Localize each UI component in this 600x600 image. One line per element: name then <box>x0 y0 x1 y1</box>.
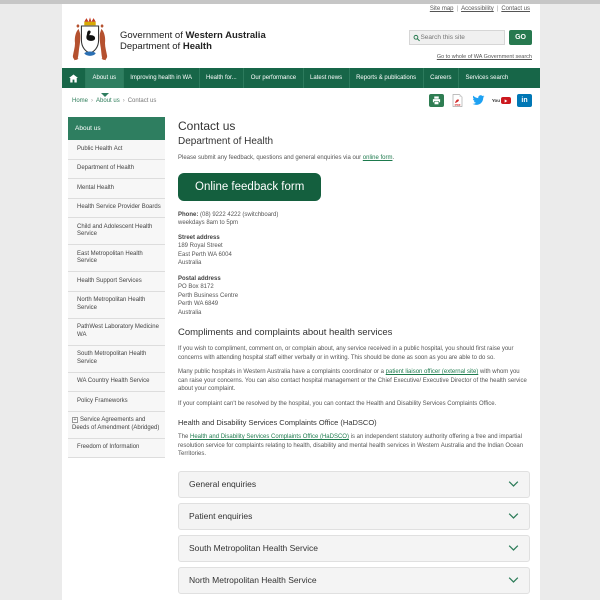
phone-label: Phone: <box>178 211 199 218</box>
search-area <box>407 30 532 63</box>
breadcrumb-about-us[interactable]: About us <box>96 97 120 104</box>
sidebar-item-east-metropolitan-health[interactable]: East Metropolitan Health Service <box>68 245 165 272</box>
accordion-label: South Metropolitan Health Service <box>189 543 318 553</box>
sidebar-list <box>68 140 165 458</box>
sidebar-item-health-support-services[interactable]: Health Support Services <box>68 272 165 292</box>
nav-tab-health-for[interactable]: Health for... <box>200 68 245 88</box>
intro-text: Please submit any feedback, questions and general enquiries via our online form. <box>178 155 395 161</box>
phone-info: Phone: (08) 9222 4222 (switchboard) weekdays 8am to 5pm <box>178 211 279 226</box>
page-subtitle: Department of Health <box>178 136 274 147</box>
breadcrumb-separator: › <box>122 97 125 104</box>
main-content <box>165 117 532 599</box>
search-box <box>409 30 505 45</box>
chevron-down-icon <box>508 576 519 584</box>
sidebar-item-freedom-of-information[interactable]: Freedom of Information <box>68 439 165 459</box>
breadcrumb-home[interactable]: Home <box>72 97 89 104</box>
nav-tab-improving-health[interactable]: Improving health in WA <box>124 68 200 88</box>
accordion-label: North Metropolitan Health Service <box>189 575 317 585</box>
brand-text <box>120 30 266 52</box>
complaints-heading: Compliments and complaints about health services <box>178 327 393 338</box>
dept-line: Department of Health <box>120 41 212 52</box>
nav-tab-our-performance[interactable]: Our performance <box>244 68 303 88</box>
gov-line: Government of Western Australia <box>120 30 266 41</box>
online-feedback-form-button[interactable]: Online feedback form <box>178 173 321 201</box>
expand-plus-icon[interactable]: + <box>73 417 77 423</box>
search-icon <box>413 34 420 42</box>
breadcrumb-current: Contact us <box>127 97 157 104</box>
accordion-group <box>178 471 530 594</box>
share-icons <box>429 94 532 107</box>
complaints-paragraph-1: If you wish to compliment, comment on, or complain about, any service received in a public hospital, you should first raise your concerns with attending hospital staff either verbally or in writing. This should be done as soon as you are able to do so. <box>178 346 514 361</box>
postal-address: Postal address PO Box 8172 Perth Business Centre Perth WA 6849 Australia <box>178 275 239 316</box>
meta-links <box>428 6 532 12</box>
accordion-north-metropolitan[interactable] <box>178 567 530 594</box>
home-icon <box>69 74 78 83</box>
breadcrumb <box>72 98 156 104</box>
sidebar-title: About us <box>68 117 165 140</box>
phone-hours: weekdays 8am to 5pm <box>178 220 239 226</box>
chevron-down-icon <box>508 512 519 520</box>
sitemap-link[interactable]: Site map <box>429 6 454 12</box>
sidebar-item-public-health-act[interactable]: Public Health Act <box>68 140 165 160</box>
nav-home-tab[interactable] <box>62 68 86 88</box>
print-icon[interactable] <box>429 94 444 107</box>
site-header <box>62 4 540 68</box>
search-go-button[interactable]: GO <box>509 30 532 45</box>
sidebar-item-south-metropolitan-health[interactable]: South Metropolitan Health Service <box>68 346 165 373</box>
page-title: Contact us <box>178 119 236 133</box>
complaints-paragraph-3: If your complaint can't be resolved by the hospital, you can contact the Health and Disability Services Complaints Office. <box>178 400 497 407</box>
meta-separator: | <box>496 6 499 12</box>
sidebar-item-mental-health[interactable]: Mental Health <box>68 179 165 199</box>
sidebar-item-wa-country-health[interactable]: WA Country Health Service <box>68 373 165 393</box>
patient-liaison-officer-link[interactable]: patient liaison officer (external site) <box>385 369 479 375</box>
nav-tab-about-us[interactable]: About us <box>86 68 124 88</box>
breadcrumb-separator: › <box>91 97 94 104</box>
page-container <box>62 4 540 600</box>
meta-separator: | <box>456 6 459 12</box>
sidebar-item-label: Service Agreements and Deeds of Amendment (Abridged) <box>72 417 160 431</box>
sidebar-item-child-adolescent-health[interactable]: Child and Adolescent Health Service <box>68 218 165 245</box>
nav-tab-careers[interactable]: Careers <box>424 68 459 88</box>
linkedin-icon[interactable]: in <box>517 94 532 107</box>
search-input[interactable] <box>420 34 501 41</box>
accordion-general-enquiries[interactable] <box>178 471 530 498</box>
sidebar-item-health-service-provider-boards[interactable]: Health Service Provider Boards <box>68 199 165 219</box>
nav-tab-services-search[interactable]: Services search <box>465 75 509 81</box>
nav-tab-latest-news[interactable]: Latest news <box>304 68 350 88</box>
wa-coat-of-arms-logo <box>68 16 112 66</box>
accessibility-link[interactable]: Accessibility <box>461 6 494 12</box>
breadcrumb-row <box>62 88 540 113</box>
sidebar-item-service-agreements[interactable] <box>68 412 165 439</box>
pdf-icon[interactable] <box>450 94 465 107</box>
twitter-icon[interactable] <box>471 94 486 107</box>
online-form-link[interactable]: online form <box>362 155 393 161</box>
svg-text:PDF: PDF <box>454 102 461 107</box>
hadsco-paragraph: The Health and Disability Services Complaints Office (HaDSCO) is an independent statutory authority offering a free and impartial resolution service for complaints relating to health, disability and mental health services in Western Australia and the Indian Ocean Territories. <box>178 434 524 457</box>
accordion-label: Patient enquiries <box>189 511 253 521</box>
youtube-icon[interactable] <box>492 97 511 104</box>
nav-tab-reports-publications[interactable]: Reports & publications <box>350 68 424 88</box>
wa-government-search-link[interactable]: Go to whole of WA Government search <box>436 54 532 60</box>
sidebar <box>68 117 165 599</box>
street-address: Street address 189 Royal Street East Perth WA 6004 Australia <box>178 234 232 266</box>
hadsco-link[interactable]: Health and Disability Services Complaints Office (HaDSCO) <box>190 434 349 440</box>
sidebar-item-north-metropolitan-health[interactable]: North Metropolitan Health Service <box>68 292 165 319</box>
hadsco-heading: Health and Disability Services Complaints Office (HaDSCO) <box>178 418 377 427</box>
chevron-down-icon <box>508 480 519 488</box>
youtube-you-text: You <box>491 98 500 103</box>
sidebar-item-department-of-health[interactable]: Department of Health <box>68 160 165 180</box>
sidebar-item-policy-frameworks[interactable]: Policy Frameworks <box>68 392 165 412</box>
active-tab-pointer <box>101 93 109 97</box>
chevron-down-icon <box>508 544 519 552</box>
sidebar-item-pathwest[interactable]: PathWest Laboratory Medicine WA <box>68 319 165 346</box>
main-navigation <box>62 68 540 88</box>
contact-us-link[interactable]: Contact us <box>501 6 530 12</box>
accordion-patient-enquiries[interactable] <box>178 503 530 530</box>
accordion-label: General enquiries <box>189 479 257 489</box>
content <box>62 113 540 599</box>
accordion-south-metropolitan[interactable] <box>178 535 530 562</box>
complaints-paragraph-2: Many public hospitals in Western Australia have a complaints coordinator or a patient liaison officer (external site) with whom you can raise your concerns. You can also contact hospital management or the Chief Executive/ Executive Director of the health service about your complaint. <box>178 369 527 392</box>
